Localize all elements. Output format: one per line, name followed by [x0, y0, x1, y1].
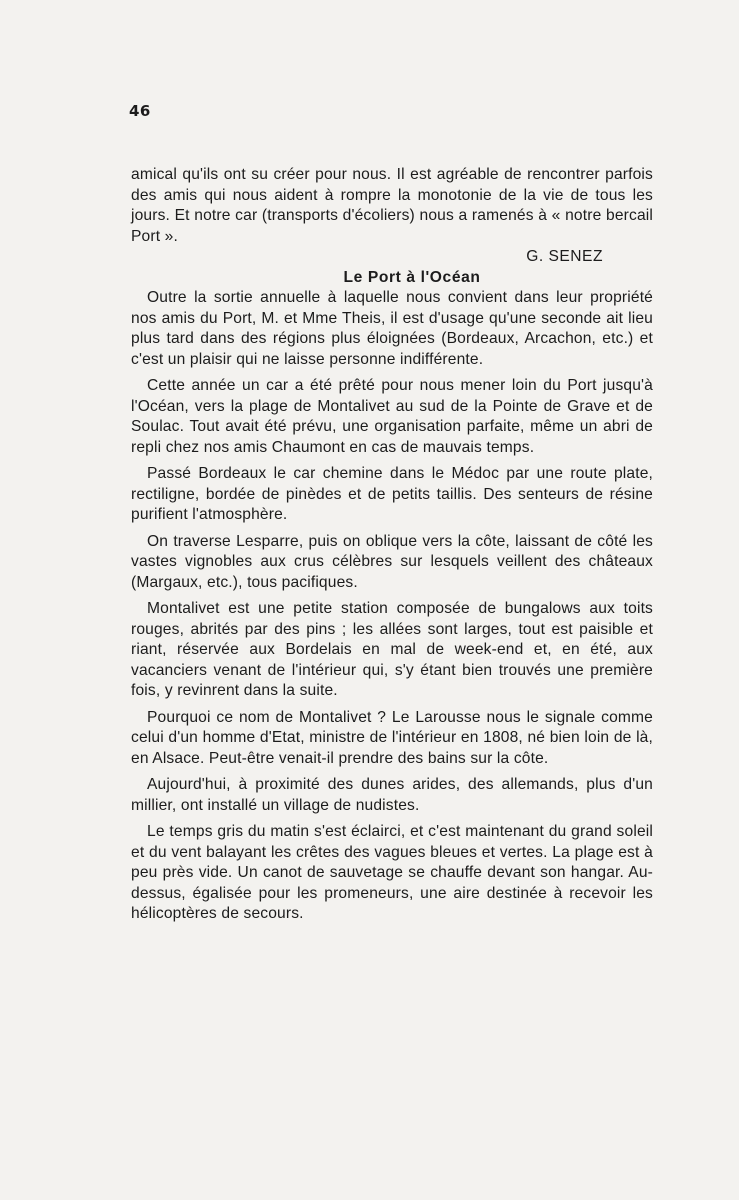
article-paragraph: Aujourd'hui, à proximité des dunes arides, des allemands, plus d'un millier, ont installé un village de nudistes. — [131, 776, 653, 814]
article-title: Le Port à l'Océan — [343, 268, 481, 286]
page-number: 46 — [129, 102, 151, 120]
author-signature: G. SENEZ — [526, 248, 603, 265]
article-paragraph: Pourquoi ce nom de Montalivet ? Le Larousse nous le signale comme celui d'un homme d'Etat, ministre de l'intérieur en 1808, né bien loin de là, en Alsace. Peut-être venait-il prendre des bains sur la côte. — [131, 708, 653, 767]
article-paragraph: Montalivet est une petite station composée de bungalows aux toits rouges, abrités par des pins ; les allées sont larges, tout est paisible et riant, réservée aux Bordelais en mal de week-end et, en été, aux vacanciers venant de l'intérieur qui, s'y étant bien trouvés une première fois, y revinrent dans la suite. — [131, 600, 653, 699]
article-body — [131, 165, 653, 925]
article-paragraph: Le temps gris du matin s'est éclairci, et c'est maintenant du grand soleil et du vent balayant les crêtes des vagues bleues et vertes. La plage est à peu près vide. Un canot de sauvetage se chauffe devant son hangar. Au-dessus, égalisée pour les promeneurs, une aire destinée à recevoir les hélicoptères de secours. — [131, 823, 653, 922]
article-paragraph: Outre la sortie annuelle à laquelle nous convient dans leur propriété nos amis du Port, M. et Mme Theis, il est d'usage qu'une seconde ait lieu plus tard dans des régions plus éloignées (Bordeaux, Arcachon, etc.) et c'est un plaisir qui ne laisse personne indifférente. — [131, 289, 653, 368]
article-paragraph: Passé Bordeaux le car chemine dans le Médoc par une route plate, rectiligne, bordée de pinèdes et de petits taillis. Des senteurs de résine purifient l'atmosphère. — [131, 465, 653, 523]
article-paragraph: On traverse Lesparre, puis on oblique vers la côte, laissant de côté les vastes vignobles aux crus célèbres sur lesquels veillent des châteaux (Margaux, etc.), tous pacifiques. — [131, 532, 653, 591]
previous-article-closing-paragraph: amical qu'ils ont su créer pour nous. Il est agréable de rencontrer parfois des amis qui nous aident à rompre la monotonie de la vie de tous les jours. Et notre car (transports d'écoliers) nous a ramenés à « notre bercail Port ». — [131, 166, 653, 245]
article-paragraph: Cette année un car a été prêté pour nous mener loin du Port jusqu'à l'Océan, vers la plage de Montalivet au sud de la Pointe de Grave et de Soulac. Tout avait été prévu, une organisation parfaite, même un abri de repli chez nos amis Chaumont en cas de mauvais temps. — [131, 377, 653, 456]
